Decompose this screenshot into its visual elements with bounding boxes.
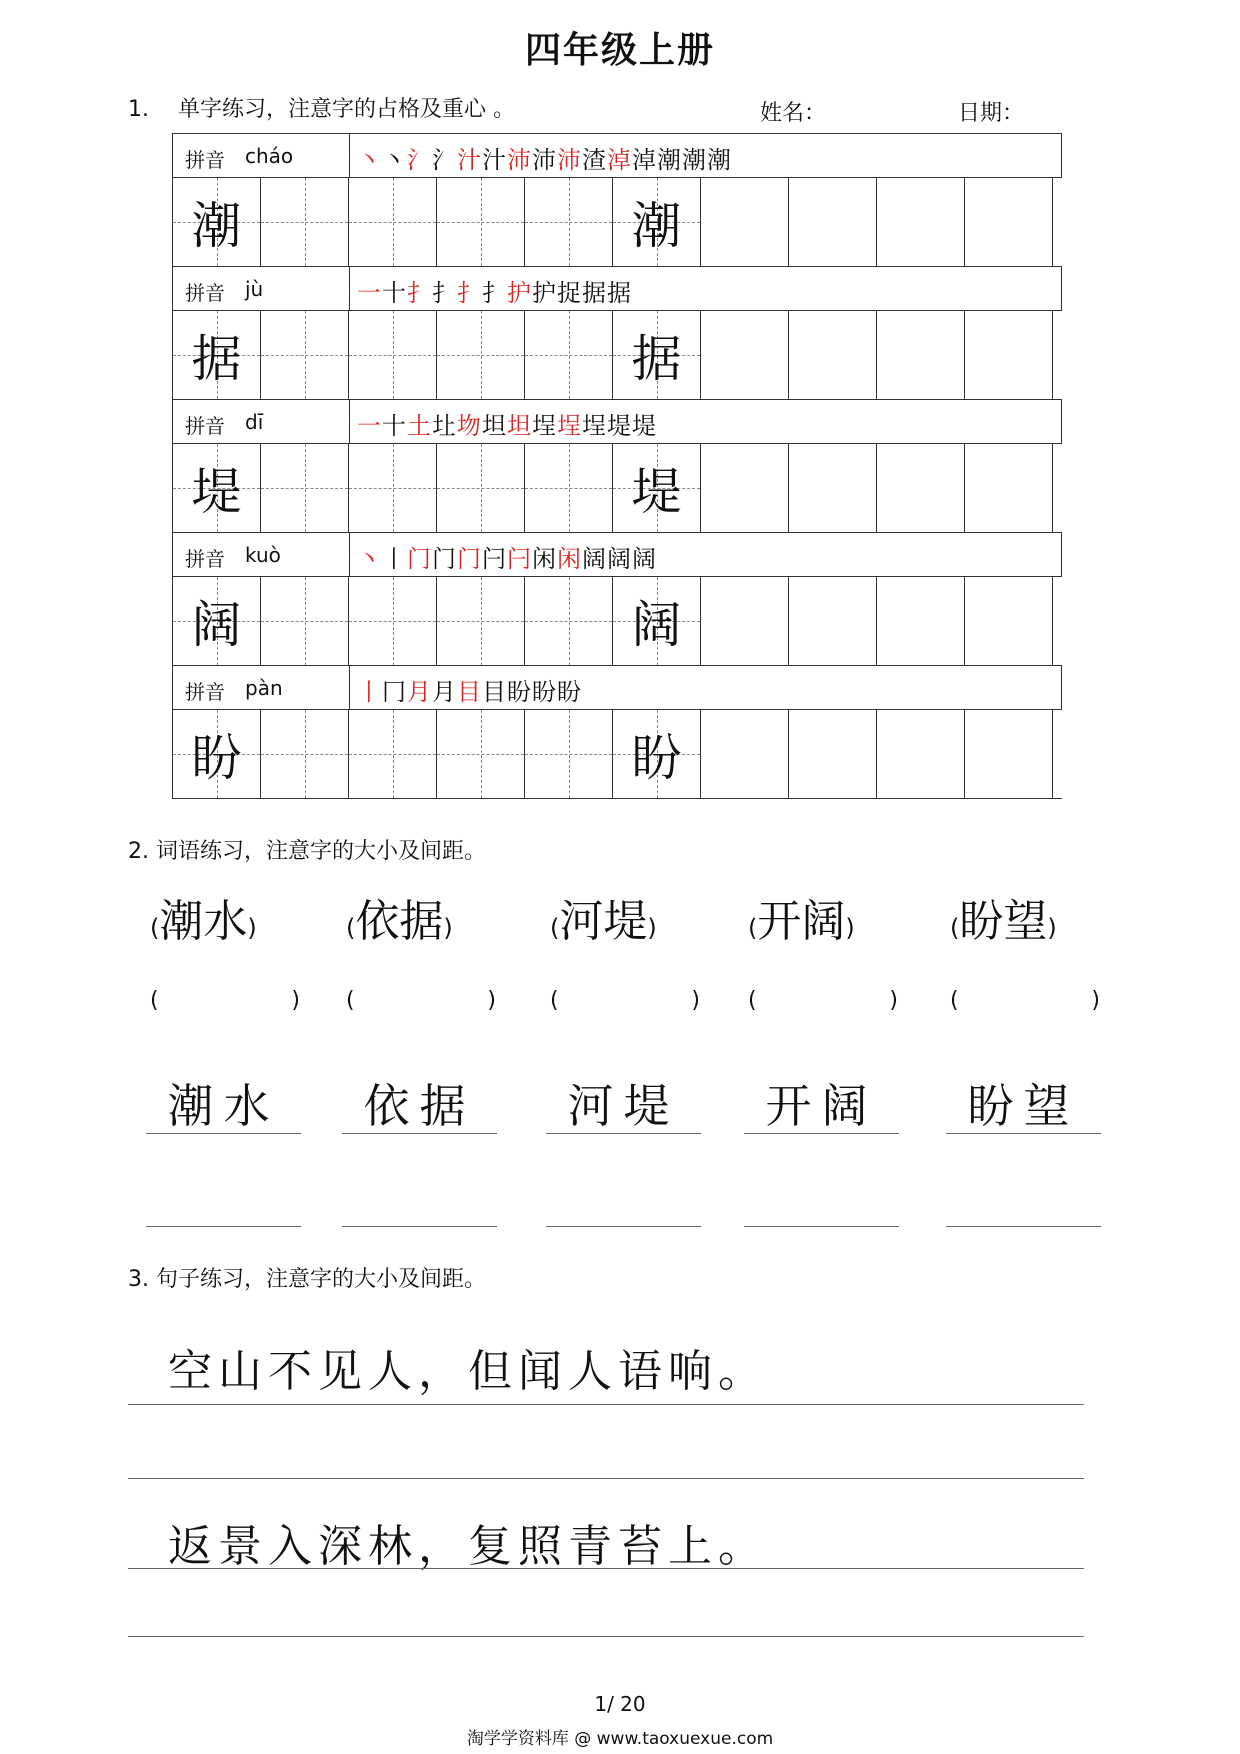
stroke-order	[357, 273, 632, 308]
stroke-step: 丶	[357, 545, 382, 573]
word-writing-line[interactable]	[342, 1226, 497, 1227]
blank-paren-field[interactable]	[950, 988, 1100, 1013]
close-paren: )	[487, 988, 496, 1013]
stroke-step: 潮	[657, 146, 682, 174]
open-paren: (	[346, 914, 356, 942]
blank-paren-field[interactable]	[150, 988, 300, 1013]
stroke-step: 闲	[557, 545, 582, 573]
pinyin-label: 拼音	[185, 414, 225, 438]
stroke-step: 埕	[582, 412, 607, 440]
word-with-parens	[950, 885, 1057, 949]
model-character-cell	[613, 311, 701, 399]
writing-cell[interactable]	[525, 178, 613, 266]
stroke-step: 圽	[457, 412, 482, 440]
model-character-cell	[173, 444, 261, 532]
pinyin-row	[172, 266, 1062, 310]
copy-word: 依据	[363, 1079, 476, 1133]
page-number: 1/ 20	[594, 1692, 646, 1716]
model-character-cell	[613, 178, 701, 266]
character-practice-grid	[172, 133, 1062, 799]
stroke-step: 潮	[682, 146, 707, 174]
close-paren: )	[1047, 914, 1057, 942]
writing-cell[interactable]	[877, 577, 965, 665]
close-paren: )	[889, 988, 898, 1013]
word-text: 开阔	[757, 896, 846, 947]
writing-cell[interactable]	[349, 577, 437, 665]
pinyin-value: jù	[245, 277, 264, 301]
close-paren: )	[691, 988, 700, 1013]
stroke-order	[357, 672, 582, 707]
pinyin-value: dī	[245, 410, 264, 434]
blank-paren-field[interactable]	[550, 988, 700, 1013]
stroke-step: 盼	[507, 678, 532, 706]
stroke-step: 冂	[382, 678, 407, 706]
writing-cell[interactable]	[437, 444, 525, 532]
pinyin-value: kuò	[245, 543, 281, 567]
pinyin-label: 拼音	[185, 281, 225, 305]
model-character: 阔	[191, 596, 242, 654]
section2-instruction: 2. 词语练习，注意字的大小及间距。	[128, 839, 486, 864]
open-paren: (	[550, 988, 559, 1013]
writing-cell[interactable]	[877, 178, 965, 266]
stroke-step: 渣	[582, 146, 607, 174]
writing-cell[interactable]	[437, 178, 525, 266]
writing-cell[interactable]	[965, 710, 1053, 798]
sentence-text: 空山不见人，但闻人语响。	[168, 1346, 768, 1397]
pinyin-row	[172, 532, 1062, 576]
pinyin-value: cháo	[245, 144, 294, 168]
writing-cell[interactable]	[701, 577, 789, 665]
writing-cell[interactable]	[789, 311, 877, 399]
stroke-step: 丶	[382, 146, 407, 174]
section1-instruction: 单字练习，注意字的占格及重心 。	[178, 97, 515, 122]
model-character-cell	[173, 311, 261, 399]
pinyin-divider	[349, 533, 350, 576]
copy-word: 盼望	[967, 1079, 1080, 1133]
open-paren: (	[950, 914, 960, 942]
writing-cell[interactable]	[437, 710, 525, 798]
model-character: 堤	[191, 463, 242, 521]
close-paren: )	[845, 914, 855, 942]
writing-cell[interactable]	[789, 178, 877, 266]
stroke-step: 土	[407, 412, 432, 440]
writing-row	[172, 310, 1062, 399]
open-paren: (	[550, 914, 560, 942]
word-text: 盼望	[959, 896, 1048, 947]
writing-cell[interactable]	[261, 577, 349, 665]
writing-cell[interactable]	[965, 444, 1053, 532]
stroke-step: 埕	[557, 412, 582, 440]
writing-cell[interactable]	[525, 577, 613, 665]
word-writing-line[interactable]	[546, 1226, 701, 1227]
stroke-step: 十	[382, 279, 407, 307]
writing-cell[interactable]	[701, 710, 789, 798]
writing-cell[interactable]	[877, 710, 965, 798]
model-character-cell	[173, 710, 261, 798]
open-paren: (	[748, 914, 758, 942]
sentence-underline	[128, 1568, 1084, 1569]
stroke-step: 扌	[457, 279, 482, 307]
open-paren: (	[950, 988, 959, 1013]
word-underline	[744, 1133, 899, 1134]
writing-cell[interactable]	[349, 178, 437, 266]
word-writing-line[interactable]	[146, 1226, 301, 1227]
model-character: 据	[191, 330, 242, 388]
stroke-step: 捉	[557, 279, 582, 307]
writing-cell[interactable]	[349, 311, 437, 399]
copy-word: 开阔	[765, 1079, 878, 1133]
stroke-step: 一	[357, 412, 382, 440]
writing-cell[interactable]	[261, 444, 349, 532]
stroke-step: 盼	[557, 678, 582, 706]
writing-cell[interactable]	[789, 577, 877, 665]
stroke-step: 一	[357, 279, 382, 307]
writing-cell[interactable]	[877, 311, 965, 399]
model-character-cell	[173, 577, 261, 665]
stroke-order	[357, 406, 657, 441]
stroke-step: 阔	[607, 545, 632, 573]
stroke-step: 盼	[532, 678, 557, 706]
writing-cell[interactable]	[525, 444, 613, 532]
sentence-writing-line[interactable]	[128, 1478, 1084, 1479]
open-paren: (	[346, 988, 355, 1013]
word-underline	[546, 1133, 701, 1134]
model-character: 据	[631, 330, 682, 388]
footer-watermark: 淘学学资料库 @ www.taoxuexue.com	[466, 1729, 774, 1749]
close-paren: )	[1091, 988, 1100, 1013]
stroke-order	[357, 539, 657, 574]
word-with-parens	[748, 885, 855, 949]
name-label: 姓名：	[760, 101, 827, 126]
writing-row	[172, 443, 1062, 532]
pinyin-row	[172, 399, 1062, 443]
open-paren: (	[150, 914, 160, 942]
stroke-step: 阔	[582, 545, 607, 573]
model-character-cell	[613, 444, 701, 532]
stroke-step: 沛	[507, 146, 532, 174]
writing-row	[172, 709, 1062, 799]
pinyin-divider	[349, 267, 350, 310]
stroke-step: 埕	[532, 412, 557, 440]
date-label: 日期：	[958, 101, 1025, 126]
stroke-step: 堤	[632, 412, 657, 440]
pinyin-row	[172, 665, 1062, 709]
stroke-step: 门	[407, 545, 432, 573]
word-text: 河堤	[559, 896, 648, 947]
stroke-order	[357, 140, 732, 175]
section3-instruction: 3. 句子练习，注意字的大小及间距。	[128, 1267, 486, 1292]
close-paren: )	[291, 988, 300, 1013]
pinyin-divider	[349, 666, 350, 709]
stroke-step: 圵	[432, 412, 457, 440]
writing-cell[interactable]	[877, 444, 965, 532]
stroke-step: 潮	[707, 146, 732, 174]
stroke-step: 坦	[507, 412, 532, 440]
word-writing-line[interactable]	[744, 1226, 899, 1227]
section1-number: 1.	[128, 97, 149, 122]
word-underline	[146, 1133, 301, 1134]
writing-row	[172, 576, 1062, 665]
stroke-step: 堤	[607, 412, 632, 440]
pinyin-value: pàn	[245, 676, 283, 700]
stroke-step: 据	[607, 279, 632, 307]
writing-cell[interactable]	[701, 311, 789, 399]
stroke-step: 扌	[432, 279, 457, 307]
sentence-text: 返景入深林，复照青苔上。	[168, 1521, 768, 1572]
close-paren: )	[443, 914, 453, 942]
close-paren: )	[247, 914, 257, 942]
writing-row	[172, 177, 1062, 266]
word-with-parens	[150, 885, 257, 949]
stroke-step: 阔	[632, 545, 657, 573]
sentence-underline	[128, 1404, 1084, 1405]
writing-cell[interactable]	[525, 311, 613, 399]
sentence-writing-line[interactable]	[128, 1636, 1084, 1637]
stroke-step: 丨	[382, 545, 407, 573]
model-character: 阔	[631, 596, 682, 654]
section1-heading	[128, 92, 515, 123]
stroke-step: 汁	[482, 146, 507, 174]
word-with-parens	[550, 885, 657, 949]
pinyin-label: 拼音	[185, 148, 225, 172]
model-character: 盼	[191, 729, 242, 787]
page-title: 四年级上册	[524, 30, 715, 71]
stroke-step: 十	[382, 412, 407, 440]
stroke-step: 月	[407, 678, 432, 706]
writing-cell[interactable]	[261, 710, 349, 798]
model-character: 潮	[191, 197, 242, 255]
stroke-step: 月	[432, 678, 457, 706]
stroke-step: 门	[457, 545, 482, 573]
model-character: 盼	[631, 729, 682, 787]
open-paren: (	[150, 988, 159, 1013]
writing-cell[interactable]	[701, 178, 789, 266]
writing-cell[interactable]	[437, 311, 525, 399]
writing-cell[interactable]	[261, 311, 349, 399]
stroke-step: 扌	[407, 279, 432, 307]
stroke-step: 坦	[482, 412, 507, 440]
writing-cell[interactable]	[261, 178, 349, 266]
stroke-step: 闩	[507, 545, 532, 573]
stroke-step: 闩	[482, 545, 507, 573]
stroke-step: 闲	[532, 545, 557, 573]
copy-word: 潮水	[167, 1079, 280, 1133]
writing-cell[interactable]	[965, 577, 1053, 665]
close-paren: )	[647, 914, 657, 942]
stroke-step: 扌	[482, 279, 507, 307]
word-underline	[342, 1133, 497, 1134]
stroke-step: 护	[532, 279, 557, 307]
pinyin-divider	[349, 134, 350, 177]
writing-cell[interactable]	[701, 444, 789, 532]
word-writing-line[interactable]	[946, 1226, 1101, 1227]
writing-cell[interactable]	[349, 710, 437, 798]
stroke-step: 丨	[357, 678, 382, 706]
writing-cell[interactable]	[965, 178, 1053, 266]
stroke-step: 据	[582, 279, 607, 307]
model-character-cell	[613, 577, 701, 665]
word-underline	[946, 1133, 1101, 1134]
writing-cell[interactable]	[965, 311, 1053, 399]
stroke-step: 门	[432, 545, 457, 573]
pinyin-row	[172, 133, 1062, 177]
pinyin-label: 拼音	[185, 547, 225, 571]
open-paren: (	[748, 988, 757, 1013]
stroke-step: 沛	[557, 146, 582, 174]
writing-cell[interactable]	[437, 577, 525, 665]
model-character-cell	[613, 710, 701, 798]
stroke-step: 目	[482, 678, 507, 706]
stroke-step: 汁	[457, 146, 482, 174]
blank-paren-field[interactable]	[748, 988, 898, 1013]
pinyin-divider	[349, 400, 350, 443]
stroke-step: 丶	[357, 146, 382, 174]
word-with-parens	[346, 885, 453, 949]
word-text: 依据	[355, 896, 444, 947]
stroke-step: 氵	[407, 146, 432, 174]
word-text: 潮水	[159, 896, 248, 947]
copy-word: 河堤	[567, 1079, 680, 1133]
model-character-cell	[173, 178, 261, 266]
blank-paren-field[interactable]	[346, 988, 496, 1013]
writing-cell[interactable]	[789, 710, 877, 798]
pinyin-label: 拼音	[185, 680, 225, 704]
stroke-step: 淖	[607, 146, 632, 174]
stroke-step: 氵	[432, 146, 457, 174]
writing-cell[interactable]	[349, 444, 437, 532]
writing-cell[interactable]	[789, 444, 877, 532]
model-character: 堤	[631, 463, 682, 521]
stroke-step: 沛	[532, 146, 557, 174]
stroke-step: 淖	[632, 146, 657, 174]
stroke-step: 目	[457, 678, 482, 706]
model-character: 潮	[631, 197, 682, 255]
stroke-step: 护	[507, 279, 532, 307]
writing-cell[interactable]	[525, 710, 613, 798]
